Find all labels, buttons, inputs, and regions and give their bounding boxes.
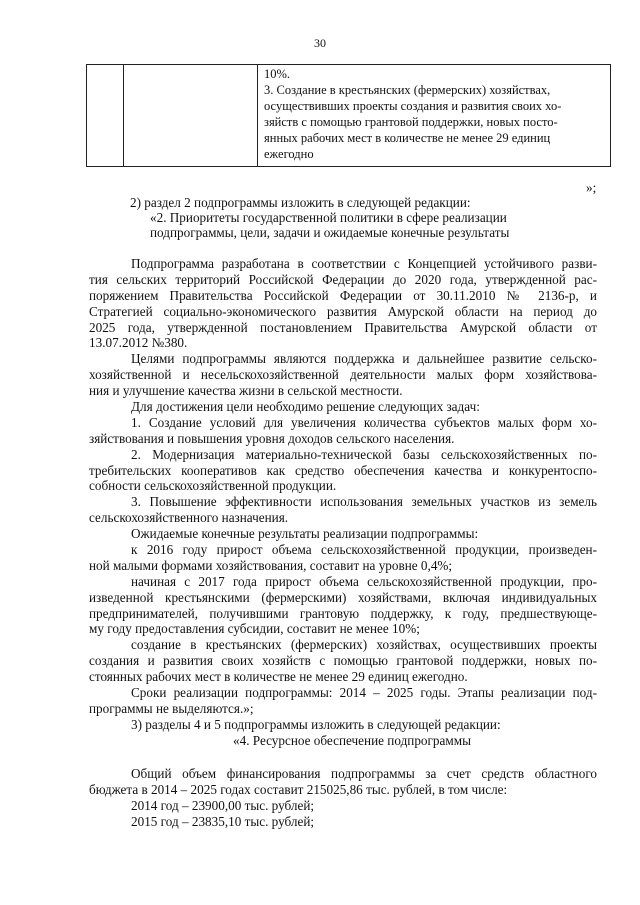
body-line: 1. Создание условий для увеличения количества субъектов малых форм хо-: [131, 415, 597, 430]
body-line: собности сельскохозяйственной продукции.: [89, 478, 337, 493]
body-line: му году предоставления субсидии, составит не менее 10%;: [89, 621, 420, 636]
closing-quote-mark: »;: [586, 180, 597, 195]
table-cell-line: зяйств с помощью грантовой поддержки, новых посто-: [264, 115, 558, 129]
table-cell-line: ежегодно: [264, 147, 314, 161]
amendment-3-line: 3) разделы 4 и 5 подпрограммы изложить в следующей редакции:: [131, 717, 501, 732]
table-cell-line: 10%.: [264, 67, 291, 81]
continuation-table: [86, 64, 611, 167]
body-line: тия сельских территорий Российской Федерации до 2020 года, утвержденной рас-: [89, 272, 597, 287]
section-2-heading-line: «2. Приоритеты государственной политики в сфере реализации: [150, 210, 507, 225]
body-line: создание в крестьянских (фермерских) хозяйствах, осуществивших проекты: [131, 637, 597, 652]
table-cell-empty-2: [124, 65, 258, 167]
body-line: 2025 года, утвержденной постановлением Правительства Амурской области от: [89, 320, 597, 335]
body-line: программы не выделяются.»;: [89, 701, 254, 716]
section-4-heading: «4. Ресурсное обеспечение подпрограммы: [233, 733, 471, 748]
body-line: зяйствования и повышения уровня доходов сельского населения.: [89, 431, 455, 446]
section-2-heading-line: подпрограммы, цели, задачи и ожидаемые конечные результаты: [150, 225, 510, 240]
body-line: Сроки реализации подпрограммы: 2014 – 2025 годы. Этапы реализации под-: [131, 685, 597, 700]
body-line: хозяйственной и несельскохозяйственной деятельности малых форм хозяйствова-: [89, 367, 597, 382]
body-line: изведенной крестьянскими (фермерскими) хозяйствами, включая индивидуальных: [89, 590, 597, 605]
body-line: стоянных рабочих мест в количестве не менее 29 единиц ежегодно.: [89, 669, 468, 684]
funding-line: Общий объем финансирования подпрограммы за счет средств областного: [131, 766, 597, 781]
table-cell-line: янных рабочих мест в количестве не менее 29 единиц: [264, 131, 551, 145]
body-line: сельскохозяйственного назначения.: [89, 510, 289, 525]
body-line: к 2016 году прирост объема сельскохозяйственной продукции, произведен-: [131, 542, 597, 557]
body-line: Целями подпрограммы являются поддержка и дальнейшее развитие сельско-: [131, 351, 597, 366]
body-line: Стратегией социально-экономического развития Амурской области на период до: [89, 304, 597, 319]
table-row: [87, 65, 611, 167]
page-number: 30: [314, 36, 326, 50]
table-cell-text: [258, 65, 611, 167]
body-line: Для достижения цели необходимо решение следующих задач:: [131, 399, 480, 414]
body-line: Ожидаемые конечные результаты реализации подпрограммы:: [131, 526, 479, 541]
amendment-2-line: 2) раздел 2 подпрограммы изложить в следующей редакции:: [130, 195, 471, 210]
body-line: поряжением Правительства Российской Федерации от 30.11.2010 № 2136-р, и: [89, 288, 597, 303]
body-line: начиная с 2017 года прирост объема сельскохозяйственной продукции, про-: [131, 574, 597, 589]
body-line: 13.07.2012 №380.: [89, 335, 188, 350]
body-line: Подпрограмма разработана в соответствии с Концепцией устойчивого разви-: [131, 256, 597, 271]
body-line: ной малыми формами хозяйствования, составит на уровне 0,4%;: [89, 558, 453, 573]
funding-line: бюджета в 2014 – 2025 годах составит 215025,86 тыс. рублей, в том числе:: [89, 782, 508, 797]
body-line: создания и развития своих хозяйств с помощью грантовой поддержки, новых по-: [89, 653, 597, 668]
funding-year-line: 2015 год – 23835,10 тыс. рублей;: [131, 814, 315, 829]
table-cell-empty-1: [87, 65, 124, 167]
table-cell-line: 3. Создание в крестьянских (фермерских) хозяйствах,: [264, 83, 551, 97]
body-line: 2. Модернизация материально-технической базы сельскохозяйственных по-: [131, 447, 597, 462]
table-cell-line: осуществивших проекты создания и развития своих хо-: [264, 99, 562, 113]
body-line: требительских кооперативов как средство обеспечения качества и конкурентоспо-: [89, 463, 597, 478]
body-line: предпринимателей, получившими грантовую поддержку, к году, предшествующе-: [89, 606, 597, 621]
body-line: ния и улучшение качества жизни в сельской местности.: [89, 383, 403, 398]
body-line: 3. Повышение эффективности использования земельных участков из земель: [131, 494, 597, 509]
funding-year-line: 2014 год – 23900,00 тыс. рублей;: [131, 798, 315, 813]
